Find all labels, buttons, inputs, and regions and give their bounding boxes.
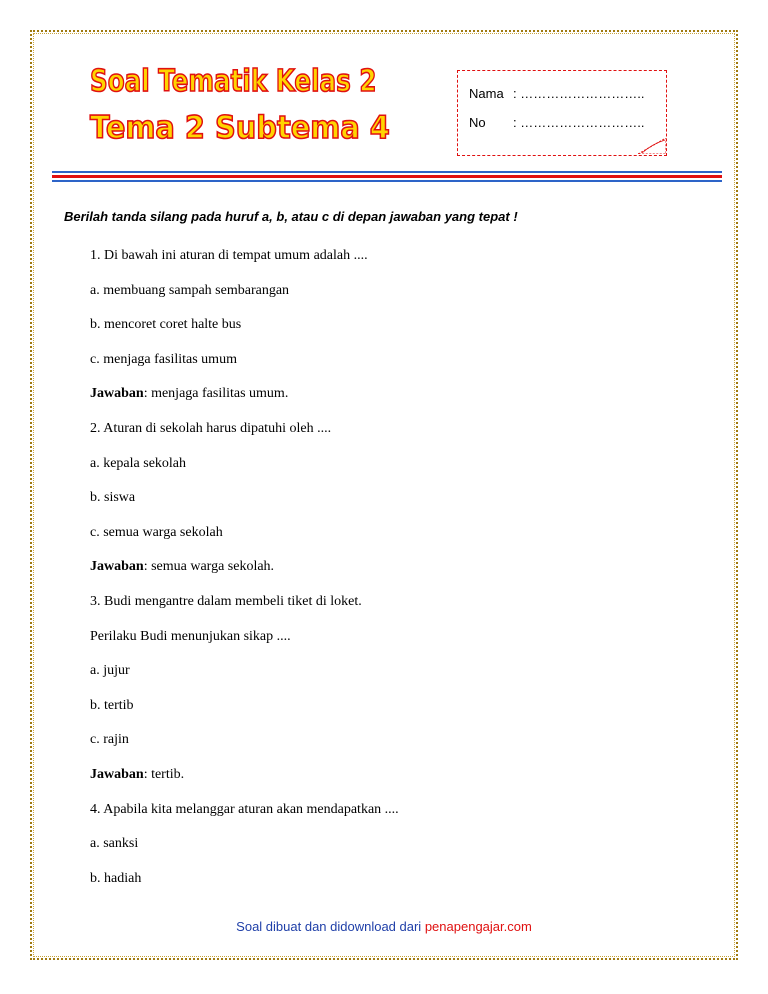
option-line bbox=[90, 663, 130, 679]
line-text: b. mencoret coret halte bus bbox=[90, 317, 242, 333]
option-line bbox=[90, 836, 138, 852]
line-text: c. rajin bbox=[90, 732, 129, 748]
question-line bbox=[90, 594, 362, 610]
option-line bbox=[90, 352, 237, 368]
option-line bbox=[90, 698, 134, 714]
answer-line bbox=[90, 559, 274, 575]
number-blank: : ……………………….. bbox=[513, 115, 645, 130]
name-label: Nama bbox=[469, 86, 504, 101]
number-field[interactable] bbox=[469, 115, 644, 130]
line-text: 2. Aturan di sekolah harus dipatuhi oleh .... bbox=[90, 421, 332, 436]
answer-label: Jawaban bbox=[90, 559, 144, 575]
page-curl-icon bbox=[638, 138, 666, 154]
option-line bbox=[90, 456, 186, 472]
line-text: a. jujur bbox=[90, 663, 130, 679]
identity-box bbox=[457, 70, 667, 156]
line-text: Perilaku Budi menunjukan sikap .... bbox=[90, 628, 291, 644]
header-rule-blue-top bbox=[52, 171, 722, 173]
name-blank: : ……………………….. bbox=[513, 86, 645, 101]
instruction-text: Berilah tanda silang pada huruf a, b, atau c di depan jawaban yang tepat ! bbox=[64, 209, 518, 224]
option-line bbox=[90, 490, 135, 506]
answer-label: Jawaban bbox=[90, 386, 144, 402]
question-line bbox=[90, 629, 291, 645]
option-line bbox=[90, 317, 241, 333]
header-rule-blue-bottom bbox=[52, 180, 722, 182]
line-text: 4. Apabila kita melanggar aturan akan mendapatkan .... bbox=[90, 801, 399, 817]
name-field[interactable] bbox=[469, 86, 644, 101]
line-text: : semua warga sekolah. bbox=[143, 559, 275, 575]
title-line-2: Tema 2 Subtema 4 bbox=[90, 110, 390, 146]
footer-site-link[interactable]: penapengajar.com bbox=[424, 919, 532, 934]
question-line bbox=[90, 421, 331, 437]
line-text: : tertib. bbox=[143, 767, 185, 782]
header-rule-red bbox=[52, 175, 722, 178]
line-text: c. semua warga sekolah bbox=[90, 524, 223, 540]
line-text: : menjaga fasilitas umum. bbox=[143, 386, 289, 402]
question-line bbox=[90, 802, 399, 818]
number-label: No bbox=[469, 115, 486, 130]
line-text: 1. Di bawah ini aturan di tempat umum adalah .... bbox=[90, 248, 368, 263]
line-text: a. sanksi bbox=[90, 836, 139, 852]
line-text: a. kepala sekolah bbox=[90, 455, 187, 471]
answer-label: Jawaban bbox=[90, 767, 144, 782]
footer bbox=[0, 919, 768, 934]
title-line-1: Soal Tematik Kelas 2 bbox=[90, 64, 377, 99]
line-text: b. siswa bbox=[90, 490, 136, 506]
footer-text: Soal dibuat dan didownload dari bbox=[236, 919, 422, 934]
answer-line bbox=[90, 386, 288, 402]
option-line bbox=[90, 732, 129, 748]
line-text: 3. Budi mengantre dalam membeli tiket di loket. bbox=[90, 594, 362, 609]
question-line bbox=[90, 248, 368, 264]
option-line bbox=[90, 525, 223, 541]
option-line bbox=[90, 871, 141, 887]
option-line bbox=[90, 283, 289, 299]
line-text: a. membuang sampah sembarangan bbox=[90, 282, 290, 298]
line-text: b. tertib bbox=[90, 697, 134, 713]
line-text: c. menjaga fasilitas umum bbox=[90, 351, 237, 367]
line-text: b. hadiah bbox=[90, 870, 142, 886]
answer-line bbox=[90, 767, 184, 783]
